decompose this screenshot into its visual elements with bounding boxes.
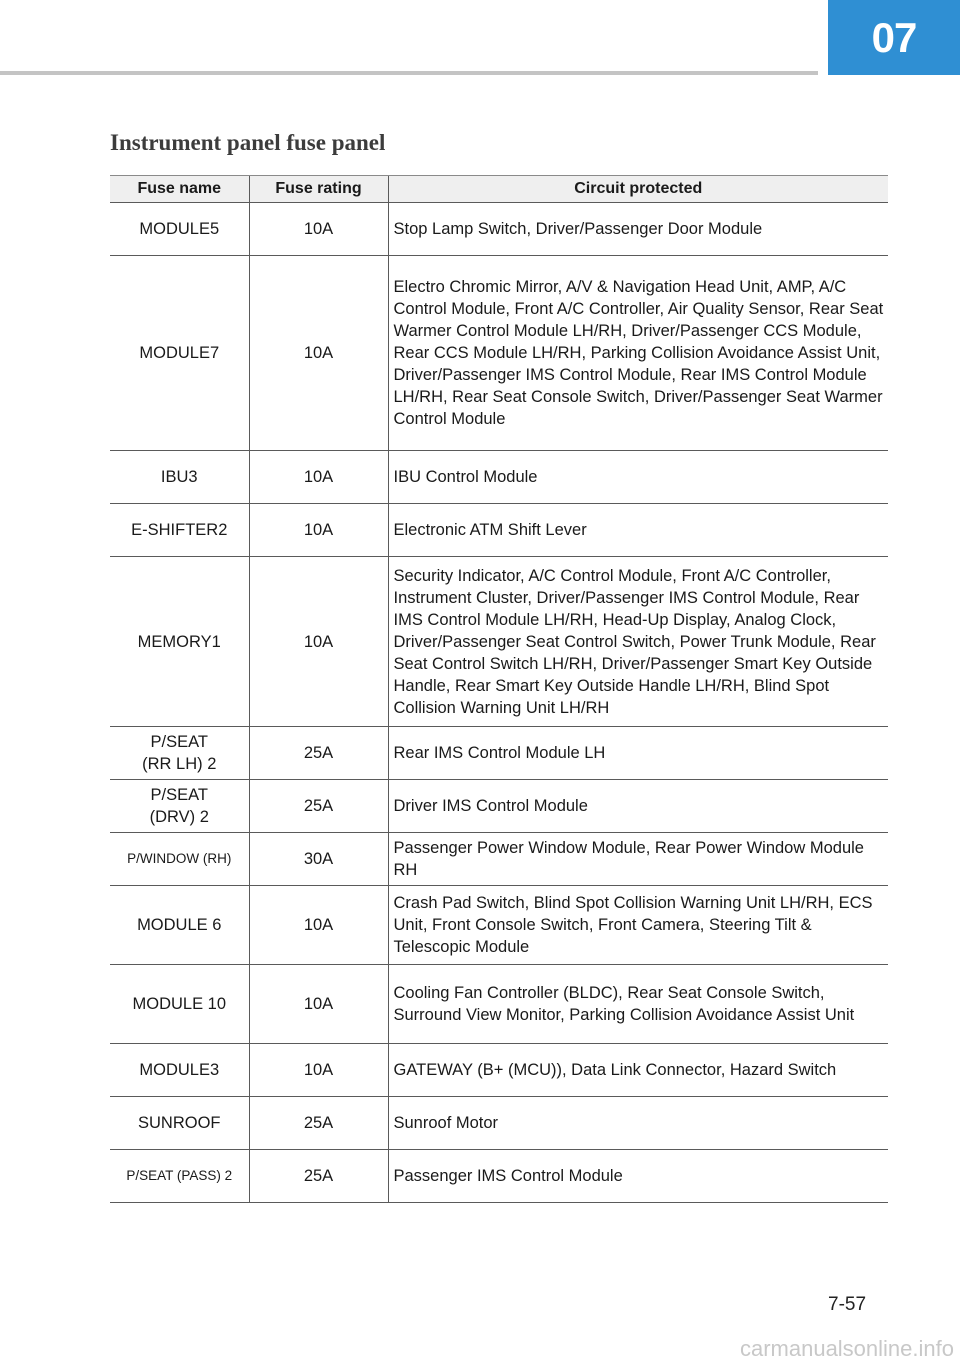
fuse-rating: 10A [249,557,388,727]
fuse-name: MODULE3 [110,1044,249,1097]
table-row [110,256,888,451]
fuse-name [110,727,249,780]
table-row [110,203,888,256]
fuse-rating: 10A [249,451,388,504]
fuse-name: MODULE7 [110,256,249,451]
circuit-protected: Passenger IMS Control Module [388,1150,888,1203]
circuit-protected: GATEWAY (B+ (MCU)), Data Link Connector, Hazard Switch [388,1044,888,1097]
header-rule [0,71,818,75]
circuit-protected: Cooling Fan Controller (BLDC), Rear Seat Console Switch, Surround View Monitor, Parking Collision Avoidance Assist Unit [388,965,888,1044]
table-row [110,1044,888,1097]
fuse-rating: 25A [249,1097,388,1150]
fuse-rating: 10A [249,1044,388,1097]
fuse-name [110,780,249,833]
section-title: Instrument panel fuse panel [110,130,386,155]
table-row [110,833,888,886]
circuit-protected: Stop Lamp Switch, Driver/Passenger Door Module [388,203,888,256]
table-row [110,886,888,965]
table-row [110,780,888,833]
fuse-name-line: P/SEAT [150,786,208,804]
fuse-rating: 25A [249,727,388,780]
circuit-protected: Security Indicator, A/C Control Module, Front A/C Controller, Instrument Cluster, Driver/Passenger IMS Control Module, Rear IMS Control Module LH/RH, Head-Up Display, Analog Clock, Driver/Passenger Seat Control Switch, Power Trunk Module, Rear Seat Control Switch LH/RH, Driver/Passenger Smart Key Outside Handle, Rear Smart Key Outside Handle LH/RH, Blind Spot Collision Warning Unit LH/RH [388,557,888,727]
table-row [110,451,888,504]
fuse-name: MODULE 10 [110,965,249,1044]
table-row [110,557,888,727]
circuit-protected: Rear IMS Control Module LH [388,727,888,780]
fuse-name: MEMORY1 [110,557,249,727]
fuse-name: SUNROOF [110,1097,249,1150]
fuse-name: IBU3 [110,451,249,504]
chapter-tab: 07 [828,0,960,75]
fuse-rating: 10A [249,256,388,451]
fuse-rating: 10A [249,504,388,557]
circuit-protected: Driver IMS Control Module [388,780,888,833]
table-header-row [110,176,888,203]
circuit-protected: IBU Control Module [388,451,888,504]
fuse-name: MODULE5 [110,203,249,256]
header-fuse-name: Fuse name [110,176,249,203]
header-fuse-rating: Fuse rating [249,176,388,203]
table-row [110,965,888,1044]
table-row [110,504,888,557]
circuit-protected: Crash Pad Switch, Blind Spot Collision Warning Unit LH/RH, ECS Unit, Front Console Switch, Front Camera, Steering Tilt & Telescopic Module [388,886,888,965]
fuse-name: MODULE 6 [110,886,249,965]
circuit-protected: Electro Chromic Mirror, A/V & Navigation Head Unit, AMP, A/C Control Module, Front A/C Controller, Air Quality Sensor, Rear Seat Warmer Control Module LH/RH, Driver/Passenger CCS Module, Rear CCS Module LH/RH, Parking Collision Avoidance Assist Unit, Driver/Passenger IMS Control Module, Rear IMS Control Module LH/RH, Rear Seat Console Switch, Driver/Passenger Seat Warmer Control Module [388,256,888,451]
table-row [110,1150,888,1203]
circuit-protected: Passenger Power Window Module, Rear Power Window Module RH [388,833,888,886]
fuse-name: P/WINDOW (RH) [110,833,249,886]
fuse-rating: 10A [249,203,388,256]
table-row [110,1097,888,1150]
fuse-rating: 30A [249,833,388,886]
fuse-rating: 10A [249,886,388,965]
watermark: carmanualsonline.info [739,1336,954,1361]
fuse-name-line: (RR LH) 2 [142,755,217,773]
fuse-rating: 10A [249,965,388,1044]
page-number: 7-57 [828,1294,867,1315]
fuse-table [110,175,888,1203]
circuit-protected: Sunroof Motor [388,1097,888,1150]
header-circuit-protected: Circuit protected [388,176,888,203]
fuse-rating: 25A [249,1150,388,1203]
fuse-name-line: (DRV) 2 [149,808,209,826]
fuse-rating: 25A [249,780,388,833]
table-row [110,727,888,780]
fuse-name: E-SHIFTER2 [110,504,249,557]
fuse-name-line: P/SEAT [150,733,208,751]
circuit-protected: Electronic ATM Shift Lever [388,504,888,557]
fuse-name: P/SEAT (PASS) 2 [110,1150,249,1203]
